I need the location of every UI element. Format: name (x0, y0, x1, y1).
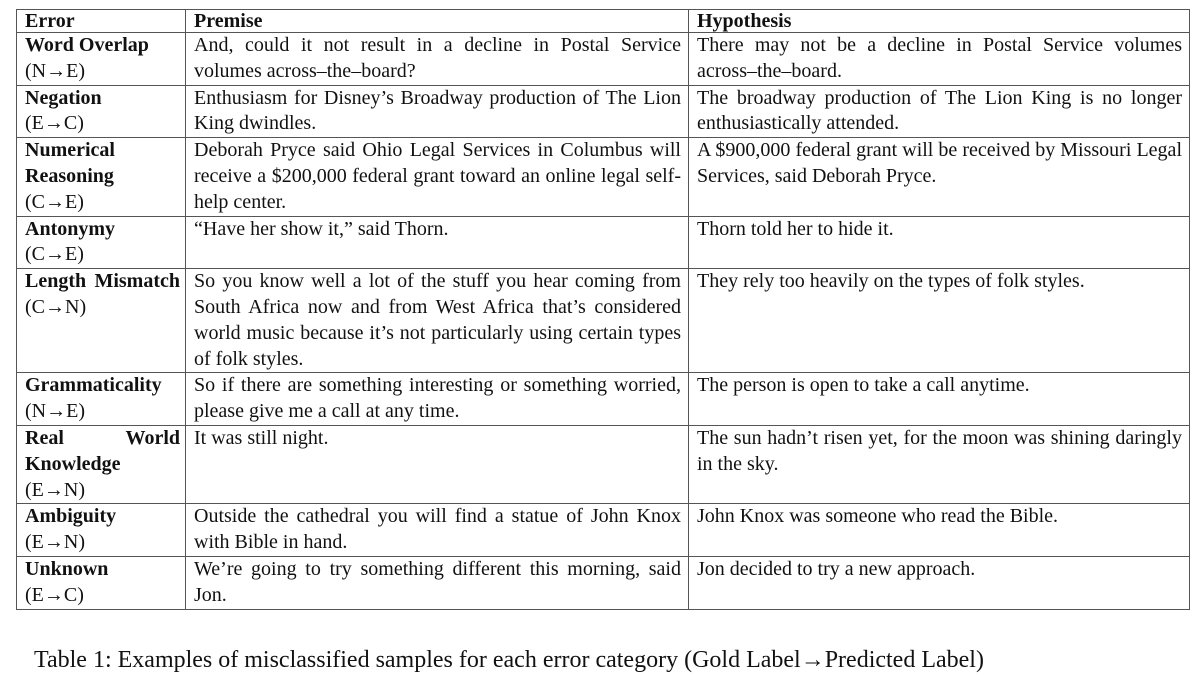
error-labels: (C→N) (25, 295, 87, 318)
hypothesis-cell: A $900,000 federal grant will be received by Missouri Legal Services, said Deborah Pryce. (689, 138, 1190, 216)
table-row-numerical-reasoning (17, 138, 1190, 216)
hypothesis-cell: The broadway production of The Lion King is no longer enthusiastically attended. (689, 85, 1190, 138)
error-name: Negation (25, 86, 102, 109)
premise-cell: It was still night. (186, 425, 689, 503)
error-name: Unknown (25, 557, 109, 580)
premise-cell: Deborah Pryce said Ohio Legal Services in Columbus will receive a $200,000 federal grant toward an online legal self-help center. (186, 138, 689, 216)
error-labels: (E→C) (25, 583, 84, 606)
error-cell (17, 138, 186, 216)
error-labels: (C→E) (25, 190, 84, 213)
premise-cell: So you know well a lot of the stuff you hear coming from South Africa now and from West Africa that’s considered world music because it’s not particularly using certain types of folk styles. (186, 269, 689, 373)
table-row-grammaticality (17, 373, 1190, 426)
error-labels: (C→E) (25, 243, 84, 266)
table-row-antonymy (17, 216, 1190, 269)
error-name: Numerical Reasoning (25, 139, 115, 187)
error-examples-table-container (16, 9, 1189, 610)
error-labels: (E→N) (25, 478, 85, 501)
header-premise: Premise (186, 10, 689, 33)
error-cell (17, 216, 186, 269)
error-cell (17, 85, 186, 138)
table-header-row (17, 10, 1190, 33)
error-cell (17, 269, 186, 373)
premise-cell: We’re going to try something different this morning, said Jon. (186, 556, 689, 609)
error-cell (17, 504, 186, 557)
error-labels: (E→N) (25, 531, 85, 554)
error-cell (17, 556, 186, 609)
error-name: Word Overlap (25, 34, 149, 56)
premise-cell: And, could it not result in a decline in Postal Service volumes across–the–board? (186, 33, 689, 86)
table-row-length-mismatch (17, 269, 1190, 373)
premise-cell: “Have her show it,” said Thorn. (186, 216, 689, 269)
error-labels: (E→C) (25, 112, 84, 135)
error-cell (17, 33, 186, 86)
error-name: Ambiguity (25, 505, 117, 528)
hypothesis-cell: There may not be a decline in Postal Service volumes across–the–board. (689, 33, 1190, 86)
premise-cell: So if there are something interesting or something worried, please give me a call at any time. (186, 373, 689, 426)
header-error: Error (17, 10, 186, 33)
error-labels: (N→E) (25, 400, 85, 423)
table-row-ambiguity (17, 504, 1190, 557)
table-row-word-overlap (17, 33, 1190, 86)
error-examples-table (16, 9, 1190, 610)
table-row-real-world-knowledge (17, 425, 1190, 503)
error-cell (17, 373, 186, 426)
error-name: Antonymy (25, 217, 116, 240)
error-name: Length Mismatch (25, 270, 180, 293)
table-caption: Table 1: Examples of misclassified samples for each error category (Gold Label→Predicted Label) (34, 647, 984, 673)
hypothesis-cell: Jon decided to try a new approach. (689, 556, 1190, 609)
error-labels: (N→E) (25, 59, 85, 82)
error-name: Grammaticality (25, 374, 162, 397)
premise-cell: Outside the cathedral you will find a statue of John Knox with Bible in hand. (186, 504, 689, 557)
table-row-unknown (17, 556, 1190, 609)
hypothesis-cell: Thorn told her to hide it. (689, 216, 1190, 269)
error-name: Real World Knowledge (25, 426, 180, 475)
premise-cell: Enthusiasm for Disney’s Broadway production of The Lion King dwindles. (186, 85, 689, 138)
hypothesis-cell: The person is open to take a call anytime. (689, 373, 1190, 426)
hypothesis-cell: They rely too heavily on the types of folk styles. (689, 269, 1190, 373)
error-cell (17, 425, 186, 503)
header-hypothesis: Hypothesis (689, 10, 1190, 33)
hypothesis-cell: The sun hadn’t risen yet, for the moon was shining daringly in the sky. (689, 425, 1190, 503)
table-row-negation (17, 85, 1190, 138)
hypothesis-cell: John Knox was someone who read the Bible. (689, 504, 1190, 557)
